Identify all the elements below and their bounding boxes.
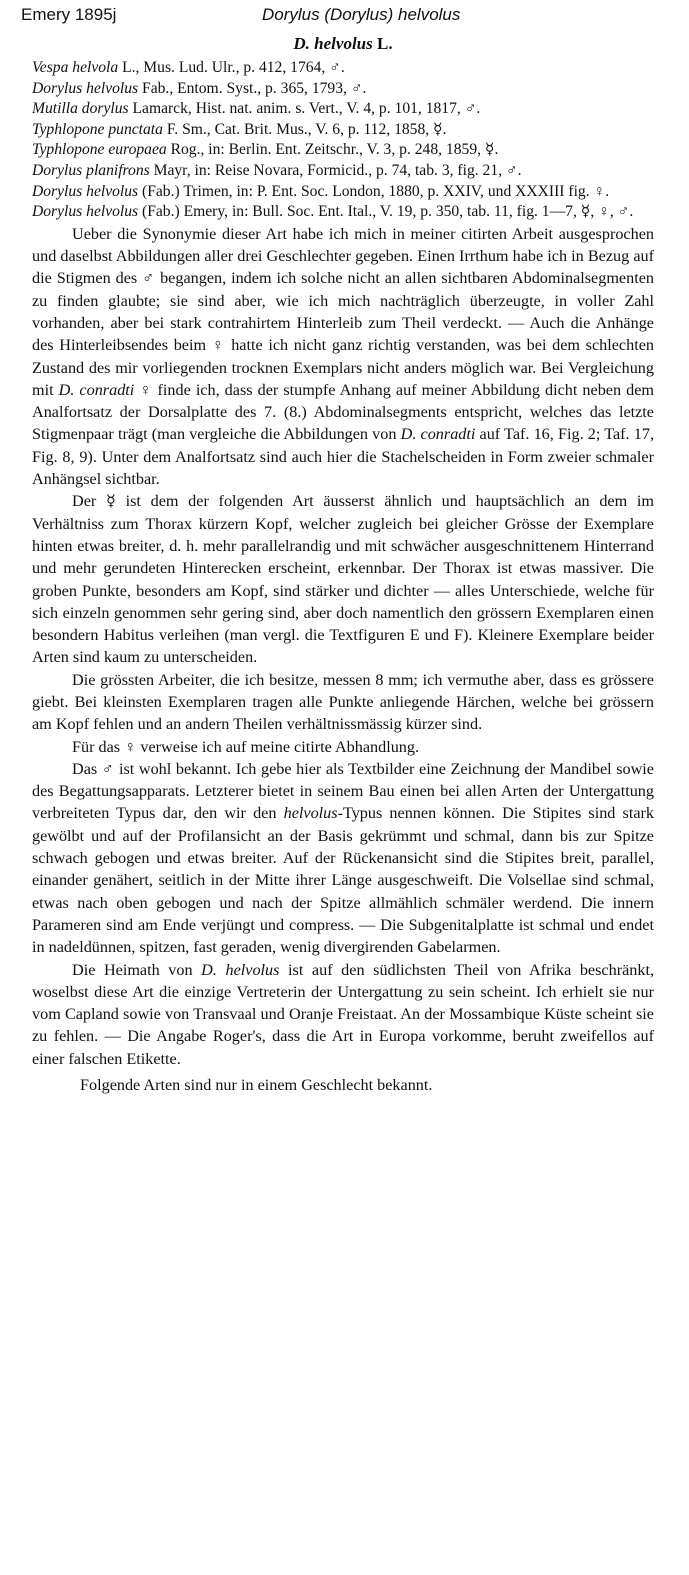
- synonym-reference: Lamarck, Hist. nat. anim. s. Vert., V. 4, p. 101, 1817, ♂.: [128, 100, 481, 118]
- synonym-name: Dorylus helvolus: [32, 79, 139, 97]
- italic-species-name: D. helvolus: [201, 960, 280, 979]
- synonym-entry: [32, 79, 654, 100]
- closing-line: Folgende Arten sind nur in einem Geschlecht bekannt.: [80, 1076, 433, 1095]
- synonym-entry: [32, 182, 654, 203]
- paragraph-distribution: [32, 959, 654, 1070]
- synonym-name: Dorylus planifrons: [32, 161, 150, 179]
- document-body: [32, 33, 654, 1096]
- text-run: -Typus nennen können. Die Stipites sind stark gewölbt und auf der Profilansicht an der Basis gekrümmt und schmal, dann bis zur Spitze schwach gebogen und etwas breiter. Auf der Rückenansicht sind die Stipites breit, parallel, einander genähert, seitlich in der Mitte ihrer Länge ausgeschweift. Die Volsellae sind schmal, etwas nach oben gebogen und nach der Spitze allmählich schmäler werdend. Die innern Parameren sind am Ende verjüngt und compress. — Die Subgenitalplatte ist schmal und endet in nadeldünnen, spitzen, fast geraden, wenig divergirenden Gabelarmen.: [32, 804, 654, 957]
- synonym-reference: (Fab.) Emery, in: Bull. Soc. Ent. Ital., V. 19, p. 350, tab. 11, fig. 1—7, ☿, ♀, ♂.: [138, 203, 634, 221]
- synonym-reference: Fab., Entom. Syst., p. 365, 1793, ♂.: [138, 79, 367, 97]
- synonym-reference: L., Mus. Lud. Ulr., p. 412, 1764, ♂.: [118, 59, 345, 76]
- synonym-entry: [32, 120, 654, 141]
- text-run: Ueber die Synonymie dieser Art habe ich mich in meiner citirten Arbeit ausgesprochen und daselbst Abbildungen aller drei Geschlechter gegeben. Einen Irrthum habe ich in Bezug auf die Stigmen des ♂ begangen, indem ich solche nicht an allen sichtbaren Abdominalsegmenten zu finden glaubte; sie sind aber, wie ich mich nachträglich überzeugte, in voller Zahl vorhanden, aber bei stark contrahirtem Hinterleib zum Theil verdeckt. — Auch die Anhänge des Hinterleibsendes beim ♀ hatte ich nicht ganz richtig verstanden, was bei dem schlechten Zustand des mir vorliegenden trocknen Exemplars nicht anders möglich war. Bei Vergleichung mit: [32, 224, 654, 399]
- synonym-reference: (Fab.) Trimen, in: P. Ent. Soc. London, 1880, p. XXIV, und XXXIII fig. ♀.: [138, 182, 610, 200]
- synonymy-list: [32, 58, 654, 223]
- paragraph-male: [32, 758, 654, 959]
- paragraph-worker: Der ☿ ist dem der folgenden Art äusserst ähnlich und hauptsächlich an dem im Verhältniss zum Thorax kürzern Kopf, welcher zugleich bei gleicher Grösse der Exemplare hinten etwas breiter, d. h. mehr parallelrandig und mit schwächer ausgeschnittenem Hinterrand und mehr gerundeten Hinterecken erscheint, erkennbar. Der Thorax ist etwas massiver. Die groben Punkte, besonders am Kopf, sind stärker und dichter — alles Unterschiede, welche für sich einzeln genommen sehr gering sind, aber doch namentlich den grössern Exemplaren einen besondern Habitus verleihen (man vergl. die Textfiguren E und F). Kleinere Exemplare beider Arten sind kaum zu unterscheiden.: [32, 492, 654, 667]
- italic-species-name: D. conradti: [400, 425, 476, 444]
- species-author: L.: [372, 34, 393, 53]
- synonym-reference: F. Sm., Cat. Brit. Mus., V. 6, p. 112, 1858, ☿.: [162, 120, 447, 138]
- synonym-entry: [32, 99, 654, 120]
- paragraph-worker-size: Die grössten Arbeiter, die ich besitze, messen 8 mm; ich vermuthe aber, dass es grössere giebt. Bei kleinsten Exemplaren tragen alle Punkte anliegende Härchen, welche bei grössern am Kopf fehlen und an andern Theilen verhältnissmässig kürzer sind.: [32, 670, 654, 734]
- paragraph-synonymy-notes: [32, 223, 654, 491]
- paragraph-female: Für das ♀ verweise ich auf meine citirte Abhandlung.: [72, 737, 420, 756]
- synonym-reference: Rog., in: Berlin. Ent. Zeitschr., V. 3, p. 248, 1859, ☿.: [166, 141, 499, 159]
- synonym-entry: [32, 202, 654, 223]
- synonym-entry: [32, 58, 654, 79]
- text-run: Die Heimath von: [72, 960, 202, 979]
- synonym-entry: [32, 161, 654, 182]
- synonym-entry: [32, 140, 654, 161]
- italic-species-name: D. conradti: [58, 380, 135, 399]
- synonym-name: Mutilla dorylus: [32, 100, 129, 118]
- synonym-name: Typhlopone europaea: [32, 141, 167, 159]
- text-run: ♀ finde ich, dass der stumpfe Anhang auf meiner Abbildung dicht neben dem Analfortsatz der Dorsalplatte des 7. (8.) Abdominalsegments entspricht, welches das letzte Stigmenpaar trägt (man vergleiche die Abbildungen von: [32, 380, 654, 444]
- synonym-name: Typhlopone punctata: [32, 120, 163, 138]
- species-heading: [32, 33, 654, 55]
- synonym-reference: Mayr, in: Reise Novara, Formicid., p. 74, tab. 3, fig. 21, ♂.: [149, 161, 522, 179]
- italic-species-name: helvolus: [283, 804, 338, 823]
- synonym-name: Dorylus helvolus: [32, 203, 139, 221]
- text-run: Das ♂ ist wohl bekannt. Ich gebe hier als Textbilder eine Zeichnung der Mandibel sowie des Begattungsapparats. Letzterer bietet in seinem Bau einen bei allen Arten der Untergattung verbreiteten Typus dar, den wir den: [32, 759, 654, 823]
- synonym-name: Vespa helvola: [32, 59, 119, 76]
- text-run: ist auf den südlichsten Theil von Afrika beschränkt, woselbst diese Art die einzige Vertreterin der Untergattung zu sein scheint. Ich erhielt sie nur vom Capland sowie von Transvaal und Oranje Freistaat. An der Mossambique Küste scheint sie zu fehlen. — Die Angabe Roger's, dass die Art in Europa vorkomme, beruht zweifellos auf einer falschen Etikette.: [32, 960, 654, 1068]
- synonym-name: Dorylus helvolus: [32, 182, 139, 200]
- taxon-label: Dorylus (Dorylus) helvolus: [262, 5, 461, 24]
- text-run: auf Taf. 16, Fig. 2; Taf. 17, Fig. 8, 9). Unter dem Analfortsatz sind auch hier die Stachelscheiden in Form zweier schmaler Anhängsel sichtbar.: [32, 425, 654, 489]
- species-name: D. helvolus: [293, 34, 373, 53]
- citation-label: Emery 1895j: [21, 5, 117, 24]
